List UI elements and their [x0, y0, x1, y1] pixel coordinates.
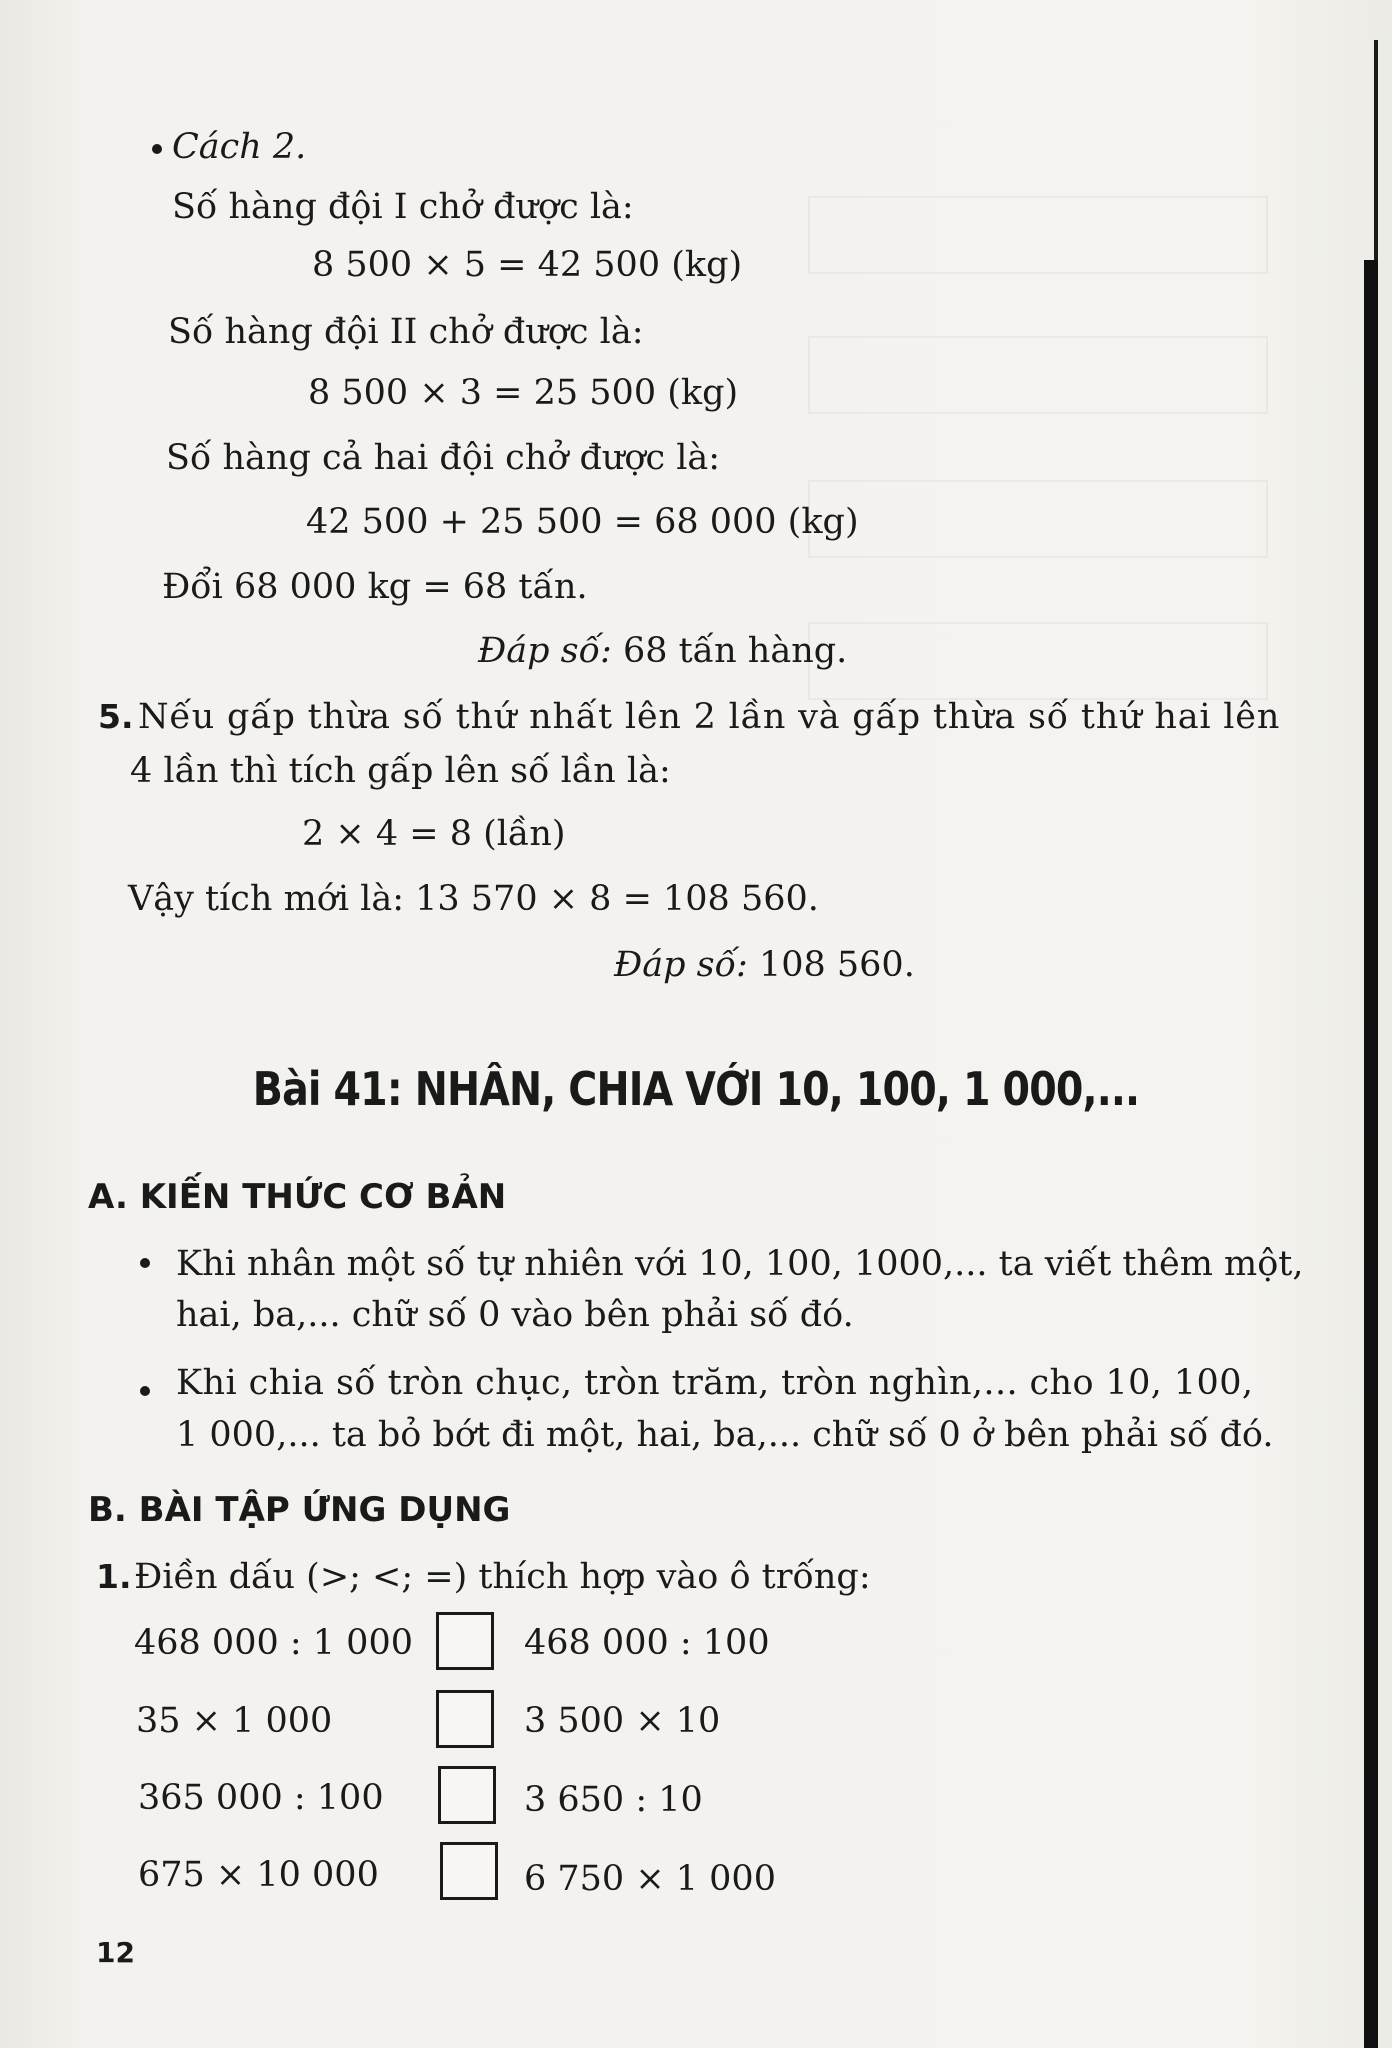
method-line-1: Số hàng đội I chở được là: [172, 187, 634, 227]
page-number: 12 [96, 1936, 135, 1969]
comparison-right: 3 500 × 10 [524, 1701, 721, 1741]
method-calc-1: 8 500 × 5 = 42 500 (kg) [312, 245, 743, 285]
comparison-right: 468 000 : 100 [524, 1623, 770, 1663]
answer-box[interactable] [436, 1690, 494, 1748]
answer-line [478, 631, 848, 671]
answer-value: 68 tấn hàng. [611, 631, 848, 671]
comparison-right: 3 650 : 10 [524, 1780, 703, 1820]
comparison-left: 468 000 : 1 000 [134, 1623, 413, 1663]
answer-box[interactable] [436, 1612, 494, 1670]
bullet-2-line-2: 1 000,... ta bỏ bớt đi một, hai, ba,... chữ số 0 ở bên phải số đó. [176, 1415, 1274, 1455]
method-line-3: Số hàng cả hai đội chở được là: [166, 438, 721, 478]
problem-result: Vậy tích mới là: 13 570 × 8 = 108 560. [128, 879, 819, 919]
bullet-1-line-2: hai, ba,... chữ số 0 vào bên phải số đó. [176, 1295, 854, 1335]
answer-box[interactable] [438, 1766, 496, 1824]
method-heading: Cách 2. [172, 127, 307, 167]
problem-calc: 2 × 4 = 8 (lần) [302, 814, 566, 854]
bullet-icon [140, 1258, 150, 1268]
comparison-right: 6 750 × 1 000 [524, 1859, 776, 1899]
answer-label: Đáp số: [478, 631, 612, 671]
problem-text-line-1: Nếu gấp thừa số thứ nhất lên 2 lần và gấp thừa số thứ hai lên [138, 697, 1281, 737]
exercise-number: 1. [96, 1557, 132, 1596]
bullet-icon [152, 144, 162, 154]
method-calc-3: 42 500 + 25 500 = 68 000 (kg) [306, 502, 859, 542]
exercise-instruction: Điền dấu (>; <; =) thích hợp vào ô trống: [134, 1557, 871, 1597]
method-line-2: Số hàng đội II chở được là: [168, 312, 644, 352]
method-calc-2: 8 500 × 3 = 25 500 (kg) [308, 373, 739, 413]
conversion-line: Đổi 68 000 kg = 68 tấn. [162, 567, 588, 607]
problem-answer-line [614, 945, 915, 985]
bleed-through-box [808, 196, 1268, 274]
bullet-icon [140, 1386, 150, 1396]
comparison-left: 35 × 1 000 [136, 1701, 333, 1741]
answer-box[interactable] [440, 1842, 498, 1900]
bullet-1-line-1: Khi nhân một số tự nhiên với 10, 100, 1000,... ta viết thêm một, [176, 1244, 1304, 1284]
problem-text-line-2: 4 lần thì tích gấp lên số lần là: [130, 751, 671, 791]
section-b-heading: B. BÀI TẬP ỨNG DỤNG [88, 1490, 511, 1530]
bullet-2-line-1: Khi chia số tròn chục, tròn trăm, tròn nghìn,... cho 10, 100, [176, 1363, 1254, 1403]
bleed-through-box [808, 480, 1268, 558]
bleed-through-box [808, 336, 1268, 414]
comparison-left: 675 × 10 000 [138, 1855, 379, 1895]
problem-number: 5. [98, 697, 134, 736]
answer-label: Đáp số: [614, 945, 748, 985]
bleed-through-box [808, 622, 1268, 700]
section-a-heading: A. KIẾN THỨC CƠ BẢN [88, 1177, 507, 1217]
comparison-left: 365 000 : 100 [138, 1778, 384, 1818]
answer-value: 108 560. [747, 945, 915, 985]
page-edge-binding [1364, 260, 1378, 2048]
lesson-title: Bài 41: NHÂN, CHIA VỚI 10, 100, 1 000,... [252, 1062, 1140, 1116]
